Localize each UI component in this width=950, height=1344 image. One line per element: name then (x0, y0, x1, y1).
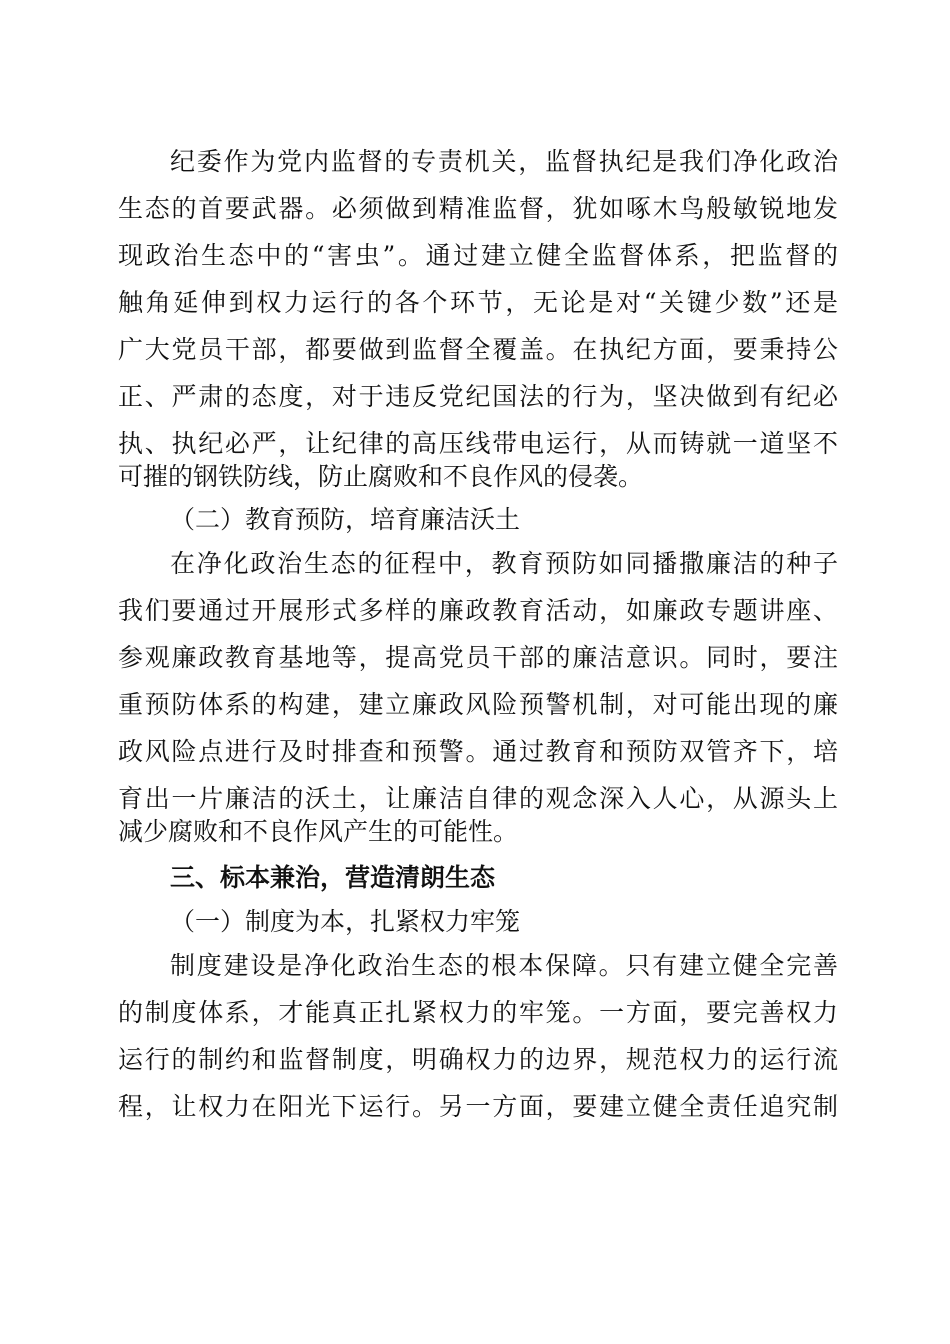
text-line: 程，让权力在阳光下运行。另一方面，要建立健全责任追究制 (118, 1092, 838, 1121)
text-line: 可摧的钢铁防线，防止腐败和不良作风的侵袭。 (118, 462, 644, 491)
subheading-education: （二）教育预防，培育廉洁沃土 (170, 505, 521, 534)
text-line: 纪委作为党内监督的专责机关，监督执纪是我们净化政治 (170, 147, 838, 176)
text-line: 制度建设是净化政治生态的根本保障。只有建立健全完善 (170, 951, 838, 980)
text-line: 执、执纪必严，让纪律的高压线带电运行，从而铸就一道坚不 (118, 429, 838, 458)
text-line: 触角延伸到权力运行的各个环节，无论是对“关键少数”还是 (118, 288, 838, 317)
text-line: 我们要通过开展形式多样的廉政教育活动，如廉政专题讲座、 (118, 596, 838, 625)
subheading-institution: （一）制度为本，扎紧权力牢笼 (170, 907, 521, 936)
section-heading-three: 三、标本兼治，营造清朗生态 (170, 863, 496, 892)
text-line: 生态的首要武器。必须做到精准监督，犹如啄木鸟般敏锐地发 (118, 194, 838, 223)
text-line: 参观廉政教育基地等，提高党员干部的廉洁意识。同时，要注 (118, 643, 838, 672)
text-line: 运行的制约和监督制度，明确权力的边界，规范权力的运行流 (118, 1045, 838, 1074)
text-line: 现政治生态中的“害虫”。通过建立健全监督体系，把监督的 (118, 241, 838, 270)
text-line: 减少腐败和不良作风产生的可能性。 (118, 817, 519, 846)
text-line: 的制度体系，才能真正扎紧权力的牢笼。一方面，要完善权力 (118, 998, 838, 1027)
text-line: 政风险点进行及时排查和预警。通过教育和预防双管齐下，培 (118, 737, 838, 766)
text-line: 在净化政治生态的征程中，教育预防如同播撒廉洁的种子 (170, 549, 838, 578)
text-line: 广大党员干部，都要做到监督全覆盖。在执纪方面，要秉持公 (118, 335, 838, 364)
text-line: 重预防体系的构建，建立廉政风险预警机制，对可能出现的廉 (118, 690, 838, 719)
text-line: 育出一片廉洁的沃土，让廉洁自律的观念深入人心，从源头上 (118, 784, 838, 813)
text-line: 正、严肃的态度，对于违反党纪国法的行为，坚决做到有纪必 (118, 382, 838, 411)
